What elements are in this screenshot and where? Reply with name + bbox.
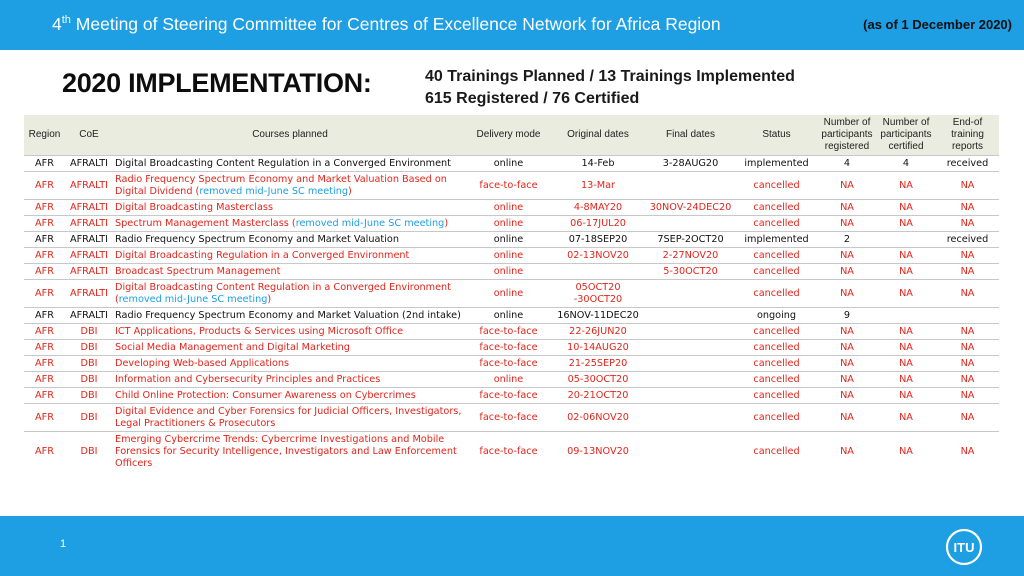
course-name: Information and Cybersecurity Principles and Practices [115,373,381,385]
removal-note: removed mid-June SC meeting [199,185,348,197]
cell-registered: NA [818,432,876,472]
table-row [24,200,999,216]
cell-final [646,172,735,200]
cell-registered: 9 [818,308,876,324]
table-row [24,432,999,472]
cell-certified [876,308,936,324]
course-name: Developing Web-based Applications [115,357,290,369]
cell-final [646,356,735,372]
cell-status: cancelled [735,216,818,232]
cell-course [113,404,467,432]
cell-status: cancelled [735,372,818,388]
cell-status: cancelled [735,340,818,356]
cell-reports: received [936,232,999,248]
course-name: Radio Frequency Spectrum Economy and Market Valuation Based on Digital Dividend ( [115,173,447,197]
table-row [24,156,999,172]
cell-final [646,404,735,432]
cell-final [646,432,735,472]
cell-certified: NA [876,404,936,432]
cell-reports: NA [936,388,999,404]
cell-mode: face-to-face [467,388,550,404]
cell-coe: AFRALTI [65,248,113,264]
cell-coe: AFRALTI [65,200,113,216]
header-registered: Number of participants registered [818,115,876,156]
footer-bar [0,516,1024,576]
cell-coe: AFRALTI [65,308,113,324]
cell-registered: NA [818,248,876,264]
cell-status: cancelled [735,200,818,216]
header-delivery-mode: Delivery mode [467,115,550,156]
cell-region: AFR [24,340,65,356]
cell-coe: DBI [65,324,113,340]
cell-course [113,432,467,472]
cell-final: 5-30OCT20 [646,264,735,280]
course-name: Radio Frequency Spectrum Economy and Market Valuation (2nd intake) [115,309,461,321]
cell-orig: 14-Feb [550,156,646,172]
summary-participants: 615 Registered / 76 Certified [425,90,640,107]
cell-final [646,308,735,324]
cell-reports: NA [936,248,999,264]
cell-coe: DBI [65,388,113,404]
cell-orig: 02-13NOV20 [550,248,646,264]
cell-orig: 20-21OCT20 [550,388,646,404]
summary-stats [425,66,795,110]
cell-orig: 4-8MAY20 [550,200,646,216]
summary-trainings: 40 Trainings Planned / 13 Trainings Implemented [425,68,795,85]
cell-reports: NA [936,372,999,388]
cell-course [113,264,467,280]
cell-status: implemented [735,156,818,172]
cell-course [113,200,467,216]
course-name: Digital Broadcasting Content Regulation in a Converged Environment ( [115,281,451,305]
cell-orig: 10-14AUG20 [550,340,646,356]
cell-mode: face-to-face [467,356,550,372]
course-name: Digital Evidence and Cyber Forensics for Judicial Officers, Investigators, Legal Practitioners & Prosecutors [115,405,462,429]
cell-orig: 21-25SEP20 [550,356,646,372]
cell-coe: DBI [65,340,113,356]
cell-final [646,340,735,356]
cell-region: AFR [24,232,65,248]
cell-certified: NA [876,372,936,388]
cell-final [646,280,735,308]
cell-orig: 13-Mar [550,172,646,200]
cell-status: cancelled [735,388,818,404]
cell-certified: NA [876,324,936,340]
cell-coe: AFRALTI [65,280,113,308]
cell-course [113,308,467,324]
table-row [24,248,999,264]
table-header-row [24,115,999,156]
cell-region: AFR [24,216,65,232]
table-row [24,232,999,248]
header-courses: Courses planned [113,115,467,156]
cell-status: implemented [735,232,818,248]
cell-status: cancelled [735,248,818,264]
cell-course [113,340,467,356]
cell-registered: NA [818,404,876,432]
page-title: 2020 IMPLEMENTATION: [62,68,372,98]
cell-registered: NA [818,172,876,200]
table-row [24,264,999,280]
table-body [24,156,999,472]
course-name: Digital Broadcasting Regulation in a Converged Environment [115,249,410,261]
table-row [24,216,999,232]
cell-coe: AFRALTI [65,172,113,200]
course-name: Radio Frequency Spectrum Economy and Market Valuation [115,233,399,245]
header-region: Region [24,115,65,156]
cell-region: AFR [24,324,65,340]
cell-final: 30NOV-24DEC20 [646,200,735,216]
cell-region: AFR [24,264,65,280]
cell-final: 3-28AUG20 [646,156,735,172]
cell-mode: face-to-face [467,404,550,432]
cell-coe: AFRALTI [65,232,113,248]
cell-status: ongoing [735,308,818,324]
logo-text: ITU [953,540,975,555]
cell-status: cancelled [735,356,818,372]
cell-certified: NA [876,248,936,264]
cell-course [113,388,467,404]
cell-reports: NA [936,172,999,200]
cell-mode: face-to-face [467,324,550,340]
cell-mode: online [467,264,550,280]
cell-course [113,356,467,372]
cell-region: AFR [24,432,65,472]
table-row [24,356,999,372]
course-name: Digital Broadcasting Content Regulation in a Converged Environment [115,157,451,169]
cell-region: AFR [24,280,65,308]
cell-status: cancelled [735,264,818,280]
cell-course [113,372,467,388]
cell-mode: online [467,156,550,172]
cell-status: cancelled [735,432,818,472]
cell-status: cancelled [735,280,818,308]
cell-reports: NA [936,200,999,216]
cell-region: AFR [24,172,65,200]
header-coe: CoE [65,115,113,156]
cell-coe: DBI [65,372,113,388]
cell-certified [876,232,936,248]
cell-orig: 07-18SEP20 [550,232,646,248]
cell-coe: AFRALTI [65,156,113,172]
cell-mode: online [467,280,550,308]
cell-course [113,216,467,232]
cell-final: 7SEP-2OCT20 [646,232,735,248]
cell-reports: NA [936,264,999,280]
cell-reports: NA [936,280,999,308]
cell-reports: NA [936,432,999,472]
table-row [24,308,999,324]
cell-reports [936,308,999,324]
cell-registered: 2 [818,232,876,248]
cell-reports: received [936,156,999,172]
cell-coe: DBI [65,356,113,372]
cell-registered: NA [818,388,876,404]
cell-region: AFR [24,356,65,372]
cell-certified: NA [876,432,936,472]
table-row [24,372,999,388]
table-row [24,340,999,356]
cell-certified: NA [876,216,936,232]
cell-region: AFR [24,404,65,432]
header-original-dates: Original dates [550,115,646,156]
cell-final [646,216,735,232]
cell-region: AFR [24,248,65,264]
header-status: Status [735,115,818,156]
cell-final [646,372,735,388]
cell-coe: AFRALTI [65,264,113,280]
cell-registered: NA [818,340,876,356]
cell-registered: NA [818,324,876,340]
cell-status: cancelled [735,404,818,432]
cell-certified: NA [876,340,936,356]
table-row [24,388,999,404]
cell-certified: NA [876,356,936,372]
removal-note: removed mid-June SC meeting [295,217,445,229]
cell-course [113,324,467,340]
cell-course [113,156,467,172]
cell-course [113,248,467,264]
cell-region: AFR [24,156,65,172]
meeting-title: 4th Meeting of Steering Committee for Centres of Excellence Network for Africa Region [52,14,721,34]
course-name: Social Media Management and Digital Marketing [115,341,350,353]
implementation-table [24,115,999,471]
cell-status: cancelled [735,172,818,200]
cell-orig: 02-06NOV20 [550,404,646,432]
table-row [24,280,999,308]
cell-certified: NA [876,264,936,280]
cell-final [646,324,735,340]
cell-certified: NA [876,388,936,404]
itu-logo-icon [945,528,983,566]
cell-mode: online [467,216,550,232]
cell-region: AFR [24,372,65,388]
cell-course [113,280,467,308]
course-name-end: ) [444,217,449,229]
cell-orig: 22-26JUN20 [550,324,646,340]
removal-note: removed mid-June SC meeting [118,293,268,305]
course-name-end: ) [267,293,272,305]
table-row [24,404,999,432]
as-of-date: (as of 1 December 2020) [863,17,1012,32]
page-number: 1 [60,538,67,550]
cell-mode: online [467,232,550,248]
cell-registered: NA [818,280,876,308]
cell-orig: 16NOV-11DEC20 [550,308,646,324]
cell-registered: NA [818,200,876,216]
cell-registered: 4 [818,156,876,172]
cell-certified: 4 [876,156,936,172]
cell-coe: DBI [65,404,113,432]
cell-mode: face-to-face [467,340,550,356]
cell-orig: 09-13NOV20 [550,432,646,472]
cell-course [113,172,467,200]
cell-orig: 05OCT20 -30OCT20 [550,280,646,308]
header-reports: End-of training reports [936,115,999,156]
cell-region: AFR [24,388,65,404]
course-name: Digital Broadcasting Masterclass [115,201,274,213]
cell-registered: NA [818,356,876,372]
cell-region: AFR [24,200,65,216]
cell-reports: NA [936,356,999,372]
cell-final: 2-27NOV20 [646,248,735,264]
cell-certified: NA [876,172,936,200]
cell-reports: NA [936,404,999,432]
cell-certified: NA [876,280,936,308]
cell-orig: 06-17JUL20 [550,216,646,232]
cell-registered: NA [818,372,876,388]
cell-registered: NA [818,216,876,232]
cell-course [113,232,467,248]
header-final-dates: Final dates [646,115,735,156]
header-certified: Number of participants certified [876,115,936,156]
course-name: Emerging Cybercrime Trends: Cybercrime Investigations and Mobile Forensics for Security Intelligence, Investigators and Law Enforcement Officers [115,433,457,469]
course-name: Broadcast Spectrum Management [115,265,281,277]
cell-mode: online [467,248,550,264]
cell-mode: face-to-face [467,172,550,200]
cell-registered: NA [818,264,876,280]
cell-reports: NA [936,216,999,232]
course-name: Child Online Protection: Consumer Awareness on Cybercrimes [115,389,416,401]
table-row [24,324,999,340]
cell-reports: NA [936,340,999,356]
cell-certified: NA [876,200,936,216]
course-name: Spectrum Management Masterclass ( [115,217,296,229]
course-name: ICT Applications, Products & Services using Microsoft Office [115,325,404,337]
cell-reports: NA [936,324,999,340]
cell-mode: face-to-face [467,432,550,472]
cell-region: AFR [24,308,65,324]
course-name-end: ) [347,185,352,197]
cell-orig: 05-30OCT20 [550,372,646,388]
cell-final [646,388,735,404]
table-row [24,172,999,200]
cell-coe: DBI [65,432,113,472]
cell-orig [550,264,646,280]
cell-mode: online [467,308,550,324]
cell-mode: online [467,200,550,216]
cell-coe: AFRALTI [65,216,113,232]
cell-mode: online [467,372,550,388]
cell-status: cancelled [735,324,818,340]
